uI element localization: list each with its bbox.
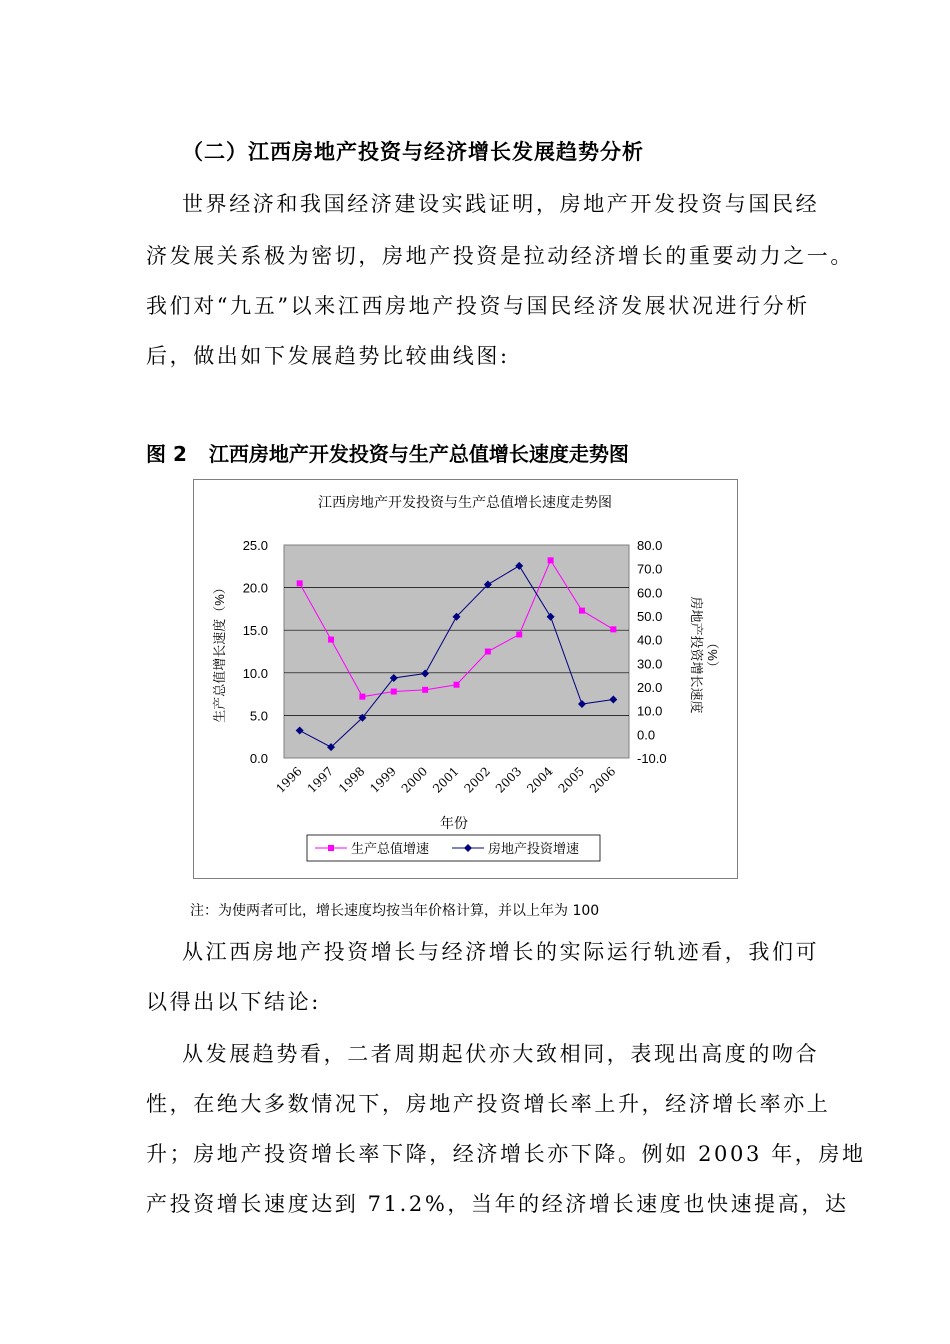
legend-label-0: 生产总值增速 [351, 841, 430, 856]
para3-line-3: 升；房地产投资增长率下降，经济增长亦下降。例如 2003 年，房地 [146, 1142, 866, 1166]
legend-label-1: 房地产投资增速 [488, 841, 580, 856]
y-tick-right: 50.0 [637, 609, 663, 624]
x-tick-label: 1998 [336, 764, 368, 796]
para3-line-4: 产投资增长速度达到 71.2%，当年的经济增长速度也快速提高，达 [146, 1192, 849, 1216]
y-tick-left: 10.0 [242, 665, 268, 681]
x-axis-label: 年份 [440, 815, 468, 831]
figure-title: 江西房地产开发投资与生产总值增长速度走势图 [208, 442, 629, 466]
y-tick-right: -10.0 [637, 751, 667, 766]
y-tick-right: 80.0 [637, 538, 663, 553]
para3-line-2: 性，在绝大多数情况下，房地产投资增长率上升，经济增长率亦上 [146, 1092, 831, 1116]
series-0-point [359, 694, 365, 700]
para1-line-4: 后，做出如下发展趋势比较曲线图: [146, 344, 510, 368]
trend-chart [194, 480, 737, 878]
series-0-point [328, 637, 334, 643]
legend-marker-0 [328, 845, 334, 851]
series-0-point [391, 689, 397, 695]
chart-legend [307, 835, 600, 861]
series-0-point [485, 649, 491, 655]
y-tick-right: 0.0 [637, 727, 656, 743]
x-tick-label: 2002 [461, 764, 493, 796]
figure-number: 图 2 [146, 442, 187, 466]
series-0-point [297, 580, 303, 586]
y-tick-right: 70.0 [637, 561, 663, 577]
para2-line-2: 以得出以下结论: [146, 990, 321, 1014]
x-tick-label: 2001 [430, 764, 462, 796]
series-0-point [610, 626, 616, 632]
y-tick-left: 15.0 [242, 623, 268, 639]
chart-title: 江西房地产开发投资与生产总值增长速度走势图 [318, 495, 612, 511]
x-tick-label: 2004 [524, 764, 556, 796]
section-heading: （二）江西房地产投资与经济增长发展趋势分析 [182, 140, 644, 164]
y-tick-left: 25.0 [242, 538, 268, 553]
chart-frame [193, 479, 738, 879]
y-tick-right: 40.0 [637, 632, 663, 648]
y-axis-label-right-unit: （%） [705, 636, 720, 674]
para1-line-2: 济发展关系极为密切，房地产投资是拉动经济增长的重要动力之一。 [146, 244, 854, 268]
y-axis-label-right: 房地产投资增长速度 [689, 596, 704, 714]
x-tick-label: 1997 [304, 764, 337, 796]
figure-note: 注：为使两者可比，增长速度均按当年价格计算，并以上年为 100 [190, 903, 600, 919]
para2-line-1: 从江西房地产投资增长与经济增长的实际运行轨迹看，我们可 [182, 940, 820, 964]
y-tick-right: 30.0 [637, 656, 663, 672]
series-0-point [454, 682, 460, 688]
series-0-point [516, 631, 522, 637]
y-tick-right: 60.0 [637, 585, 663, 601]
x-tick-label: 2005 [555, 764, 588, 796]
para1-line-1: 世界经济和我国经济建设实践证明，房地产开发投资与国民经 [182, 192, 820, 216]
y-tick-right: 20.0 [637, 680, 663, 695]
y-tick-right: 10.0 [637, 703, 663, 719]
para3-line-1: 从发展趋势看，二者周期起伏亦大致相同，表现出高度的吻合 [182, 1042, 820, 1066]
para1-line-3: 我们对“九五”以来江西房地产投资与国民经济发展状况进行分析 [146, 294, 810, 318]
x-tick-label: 1999 [367, 764, 399, 796]
series-0-point [579, 608, 585, 614]
x-tick-label: 2000 [398, 764, 431, 796]
x-tick-label: 2006 [586, 764, 619, 796]
y-axis-label-left: 生产总值增长速度（%） [212, 581, 227, 723]
figure-caption [146, 438, 629, 467]
x-tick-label: 2003 [492, 764, 525, 796]
x-tick-label: 1996 [273, 764, 305, 796]
series-0-point [548, 557, 554, 563]
plot-area [243, 538, 667, 796]
plot-background [284, 545, 629, 758]
y-tick-left: 20.0 [242, 580, 268, 596]
y-tick-left: 5.0 [249, 708, 268, 724]
series-0-point [422, 687, 428, 693]
y-tick-left: 0.0 [249, 751, 268, 766]
